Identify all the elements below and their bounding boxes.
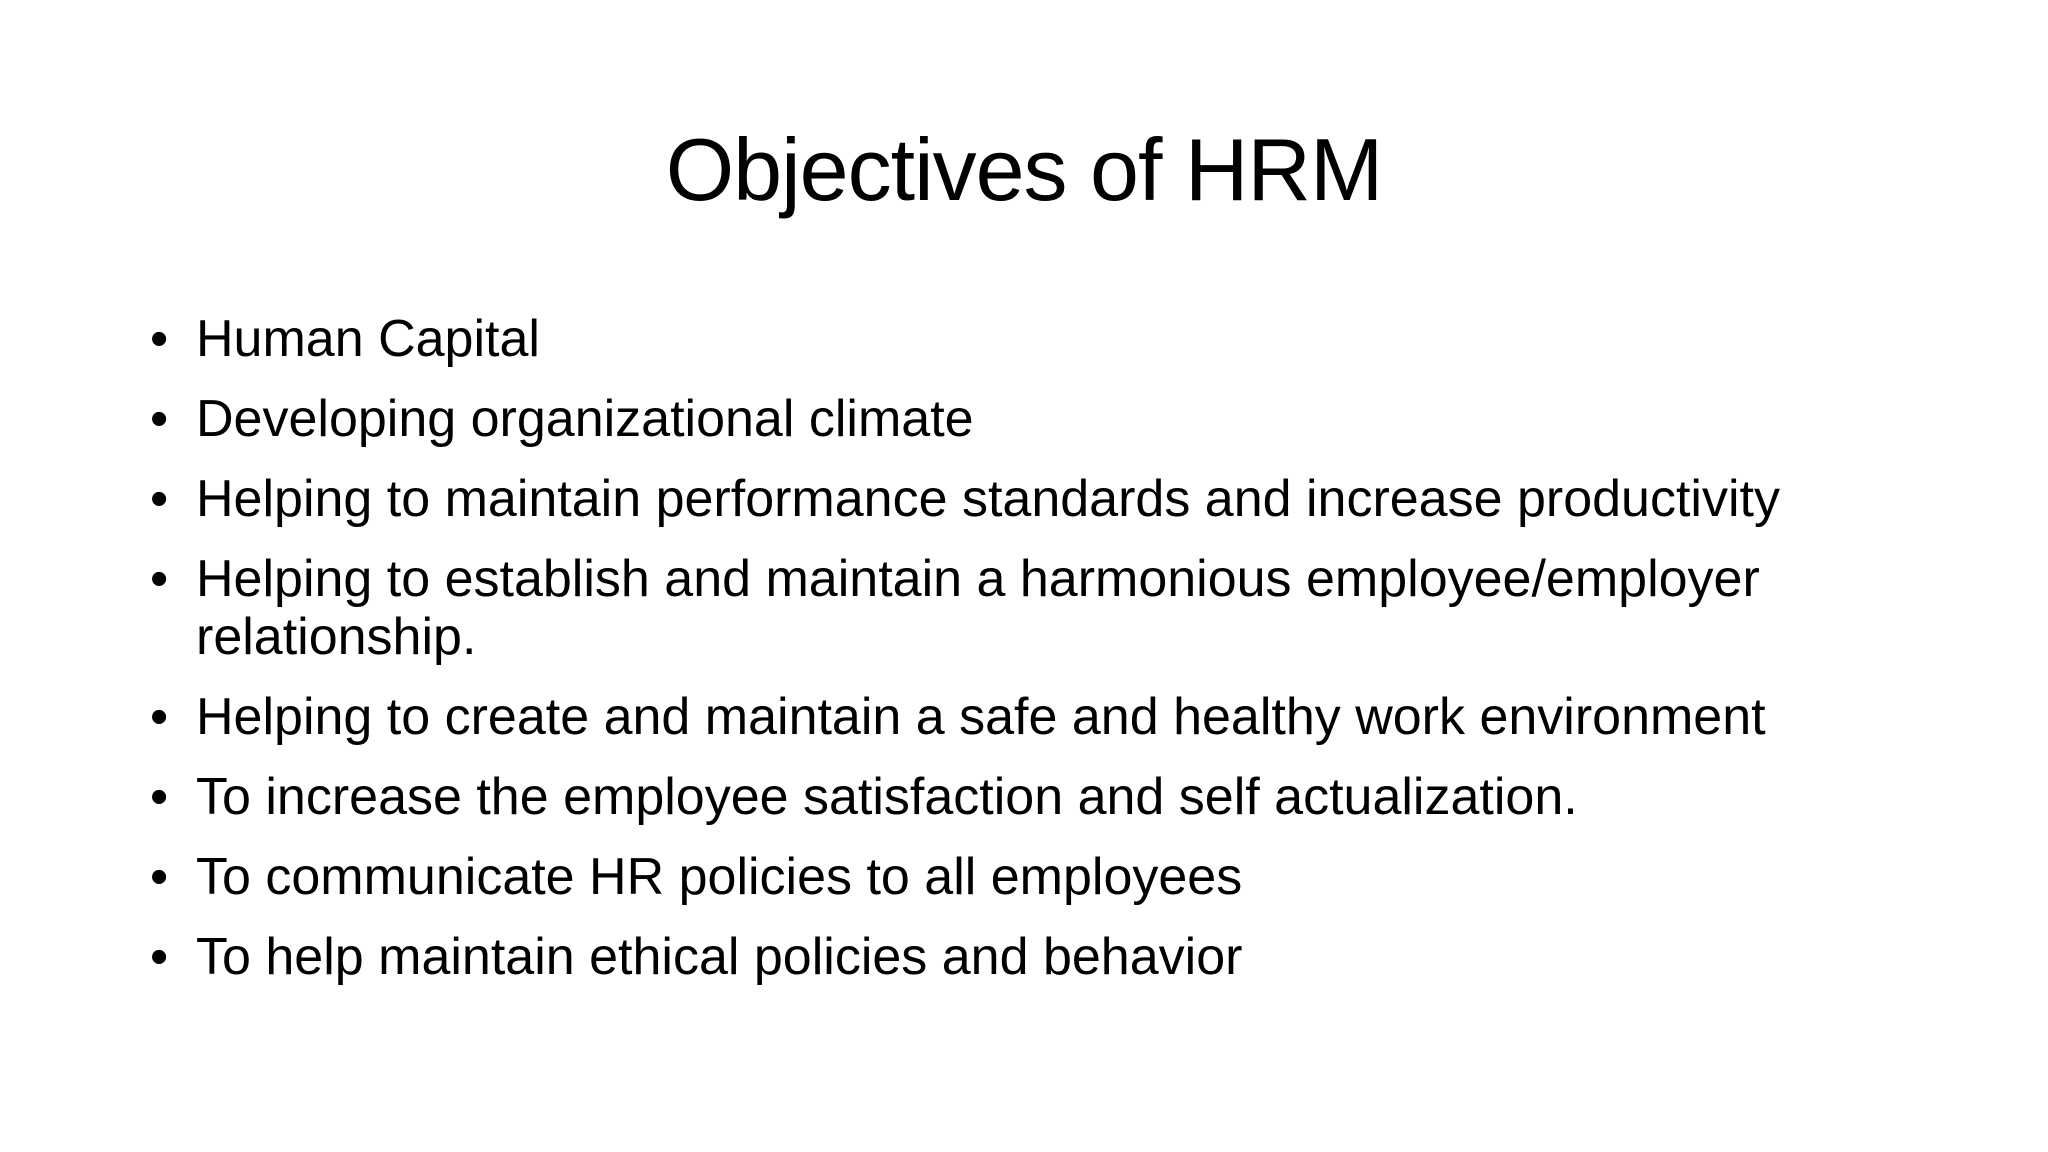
- bullet-icon: •: [150, 688, 169, 746]
- bullet-icon: •: [150, 310, 169, 368]
- bullet-icon: •: [150, 928, 169, 986]
- bullet-item: [150, 550, 1910, 666]
- bullet-text: Helping to establish and maintain a harmonious employee/employer relationship.: [196, 550, 1760, 666]
- slide-title: Objectives of HRM: [665, 120, 1383, 219]
- bullet-text: Helping to maintain performance standards and increase productivity: [196, 470, 1780, 528]
- bullet-list: [150, 310, 1910, 1008]
- bullet-item: [150, 310, 1910, 368]
- bullet-icon: •: [150, 768, 169, 826]
- bullet-item: [150, 470, 1910, 528]
- bullet-text: Developing organizational climate: [196, 390, 974, 448]
- bullet-text: To communicate HR policies to all employees: [196, 848, 1243, 906]
- bullet-text: Helping to create and maintain a safe and healthy work environment: [196, 688, 1766, 746]
- bullet-text: To help maintain ethical policies and behavior: [196, 928, 1243, 986]
- bullet-icon: •: [150, 390, 169, 448]
- bullet-icon: •: [150, 848, 169, 906]
- bullet-text: Human Capital: [196, 310, 540, 368]
- bullet-item: [150, 768, 1910, 826]
- bullet-item: [150, 390, 1910, 448]
- bullet-text: To increase the employee satisfaction and self actualization.: [196, 768, 1578, 826]
- bullet-icon: •: [150, 470, 169, 528]
- bullet-item: [150, 848, 1910, 906]
- bullet-item: [150, 928, 1910, 986]
- bullet-item: [150, 688, 1910, 746]
- bullet-icon: •: [150, 550, 169, 608]
